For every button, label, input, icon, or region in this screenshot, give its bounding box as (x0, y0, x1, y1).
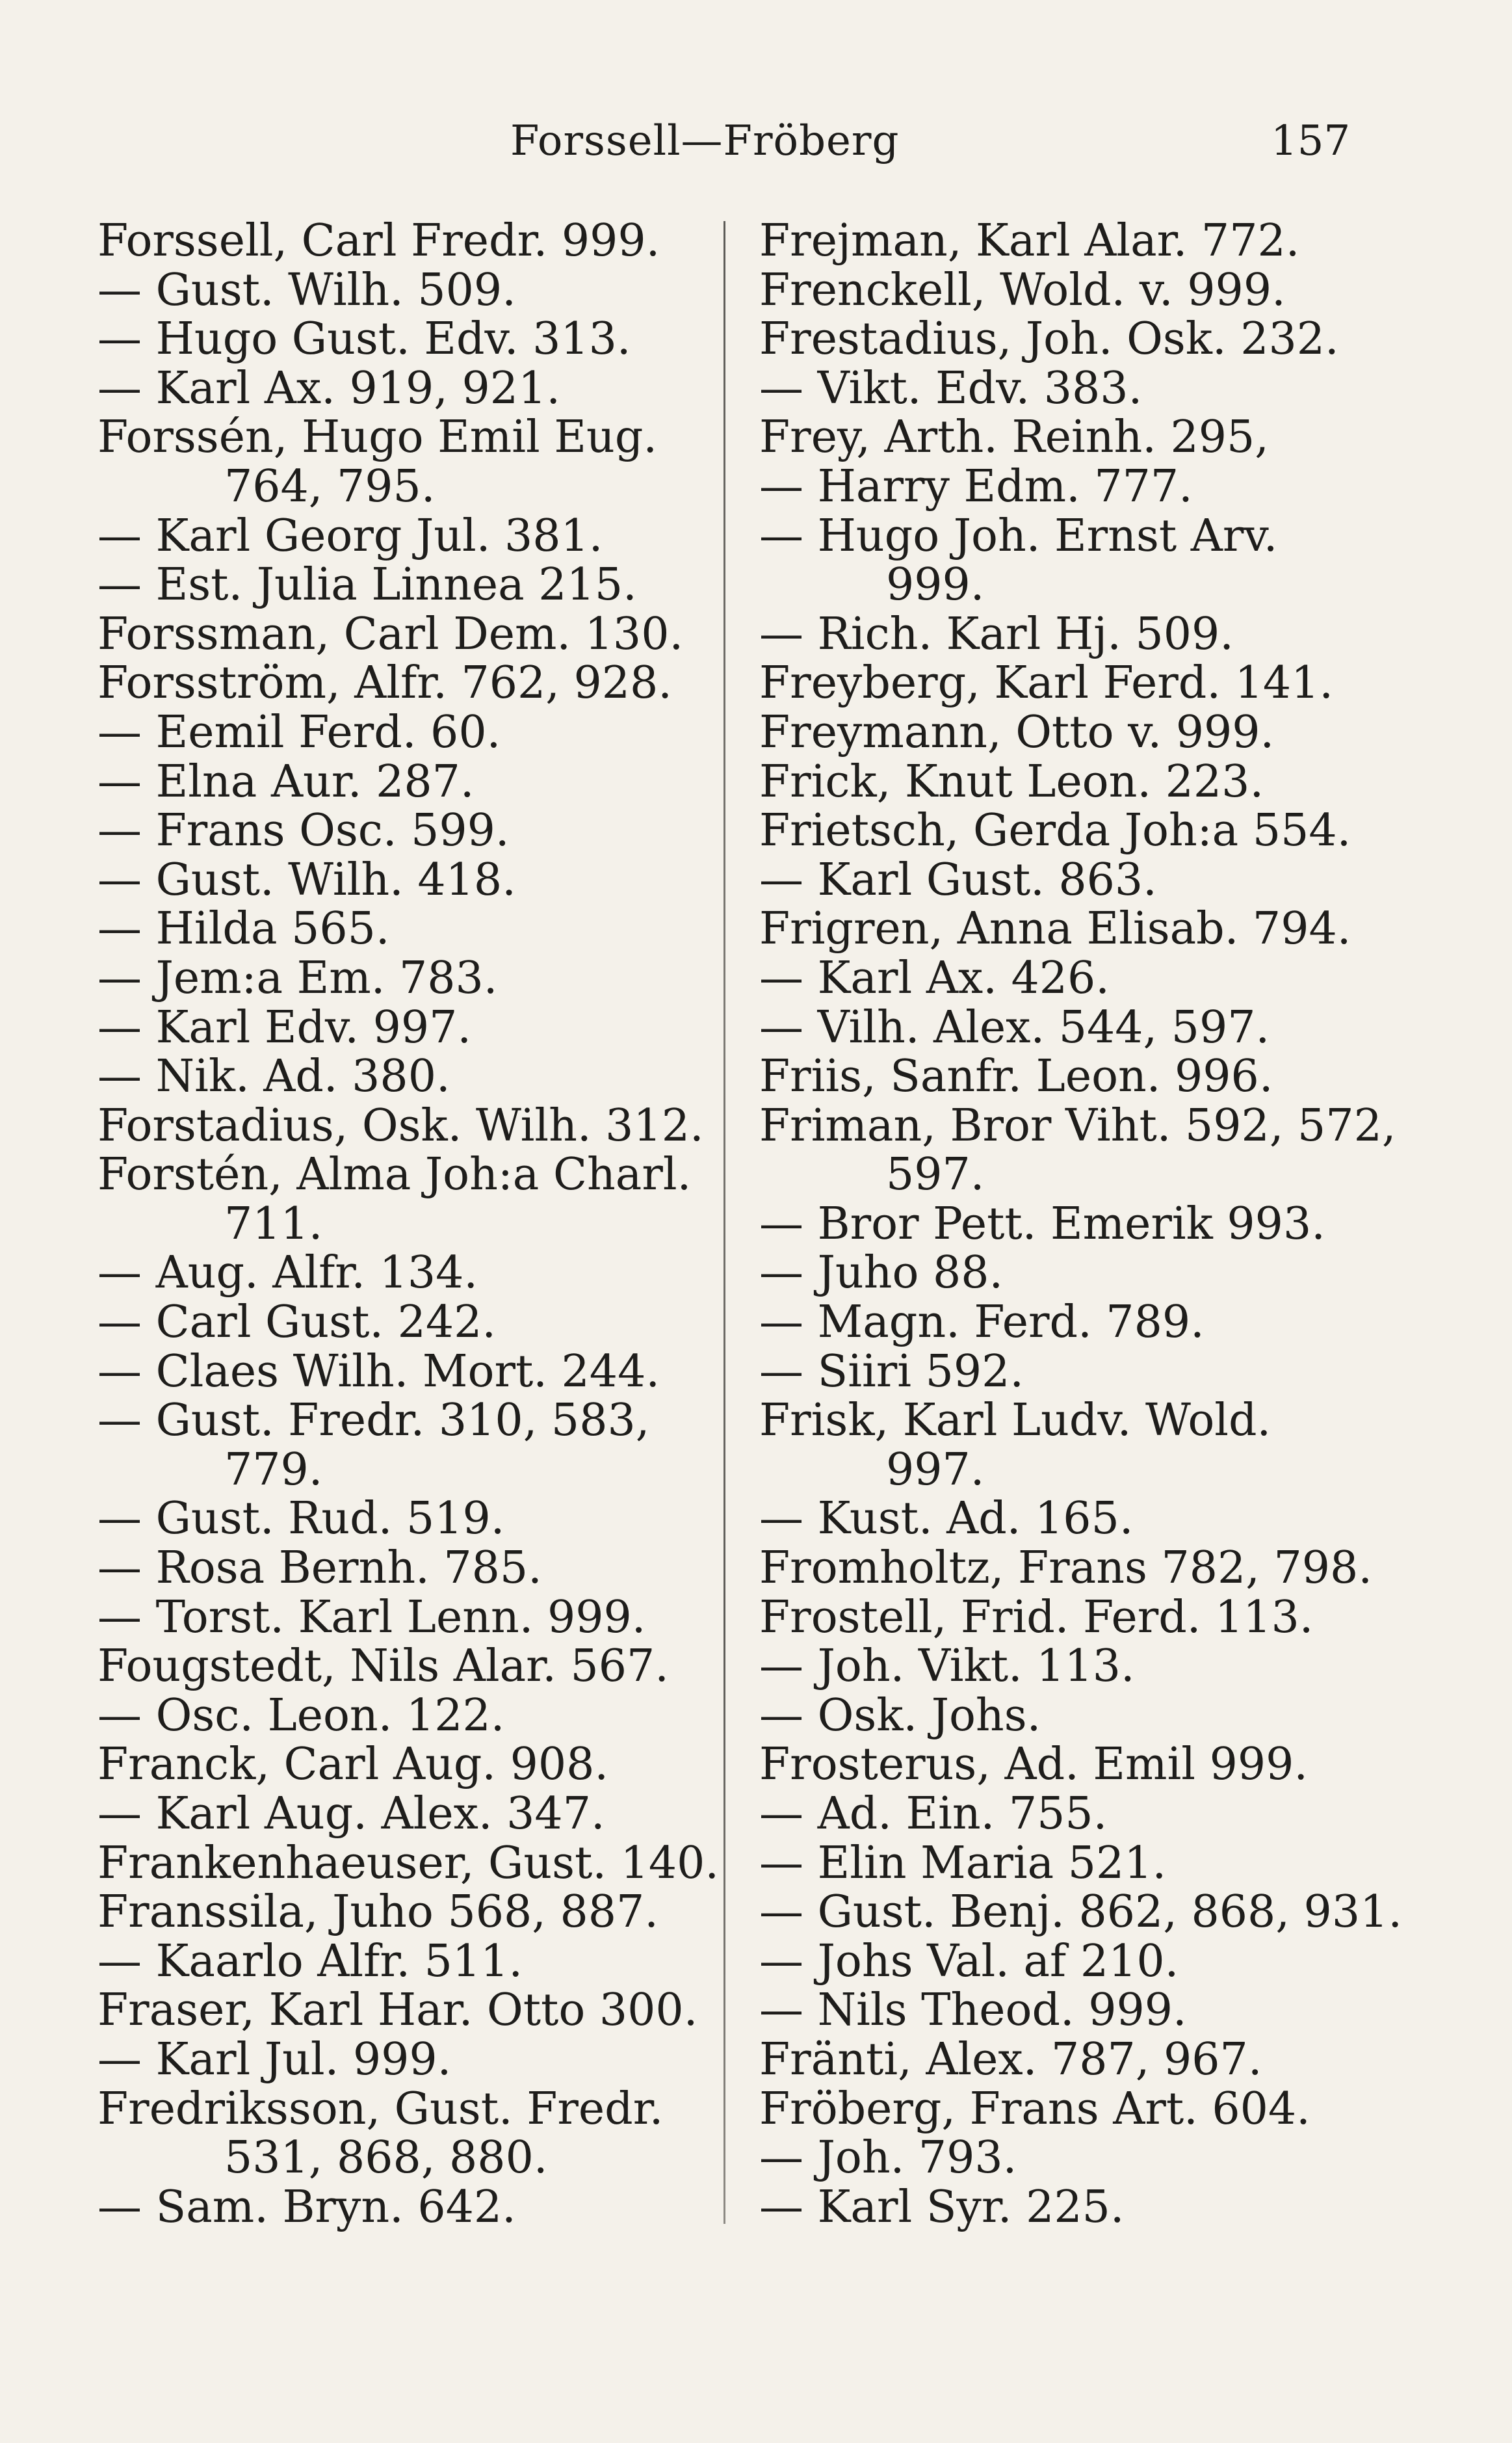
index-entry: — Nik. Ad. 380. (98, 1051, 450, 1103)
running-header: Forssell—Fröberg (510, 117, 900, 165)
index-entry: — Vilh. Alex. 544, 597. (759, 1001, 1270, 1053)
index-entry: Frankenhaeuser, Gust. 140. (98, 1837, 720, 1889)
index-entry: — Gust. Wilh. 509. (98, 264, 516, 316)
index-entry: Forstadius, Osk. Wilh. 312. (98, 1100, 704, 1152)
index-entry: — Jem:a Em. 783. (98, 952, 498, 1004)
index-entry: — Gust. Fredr. 310, 583, (98, 1395, 650, 1447)
index-entry: — Hilda 565. (98, 903, 390, 955)
index-entry: Frestadius, Joh. Osk. 232. (759, 313, 1339, 365)
index-entry: — Sam. Bryn. 642. (98, 2181, 516, 2233)
page-number: 157 (1271, 117, 1351, 165)
index-entry: — Bror Pett. Emerik 993. (759, 1198, 1325, 1250)
index-entry: — Hugo Joh. Ernst Arv. (759, 510, 1278, 562)
index-entry-continuation: 711. (224, 1198, 323, 1250)
index-entry: — Joh. Vikt. 113. (759, 1641, 1135, 1693)
index-entry: — Gust. Wilh. 418. (98, 854, 516, 906)
index-entry: Friman, Bror Viht. 592, 572, (759, 1100, 1396, 1152)
index-entry: Fromholtz, Frans 782, 798. (759, 1542, 1372, 1594)
index-entry: Freyberg, Karl Ferd. 141. (759, 657, 1333, 709)
index-entry: — Hugo Gust. Edv. 313. (98, 313, 631, 365)
index-entry: — Osc. Leon. 122. (98, 1689, 505, 1741)
index-entry: — Karl Aug. Alex. 347. (98, 1788, 605, 1840)
index-entry: Frey, Arth. Reinh. 295, (759, 412, 1269, 464)
index-entry: Frostell, Frid. Ferd. 113. (759, 1591, 1314, 1643)
index-entry: — Harry Edm. 777. (759, 460, 1193, 512)
index-entry: — Ad. Ein. 755. (759, 1788, 1108, 1840)
index-entry: — Elin Maria 521. (759, 1837, 1167, 1889)
index-entry: — Gust. Rud. 519. (98, 1493, 505, 1545)
index-entry: — Rich. Karl Hj. 509. (759, 608, 1234, 660)
index-column-left (98, 215, 720, 2233)
index-entry: Frietsch, Gerda Joh:a 554. (759, 805, 1351, 857)
index-entry: — Karl Gust. 863. (759, 854, 1157, 906)
index-entry: Franssila, Juho 568, 887. (98, 1886, 658, 1938)
index-entry: — Karl Syr. 225. (759, 2181, 1125, 2233)
index-entry-continuation: 997. (886, 1444, 985, 1496)
index-entry: — Karl Georg Jul. 381. (98, 510, 603, 562)
index-entry-continuation: 764, 795. (224, 460, 436, 512)
column-divider (723, 221, 725, 2224)
index-entry: Forssman, Carl Dem. 130. (98, 608, 684, 660)
index-entry-continuation: 597. (886, 1149, 985, 1201)
index-entry: Fougstedt, Nils Alar. 567. (98, 1641, 669, 1693)
index-entry-continuation: 531, 868, 880. (224, 2132, 548, 2184)
index-entry: Fränti, Alex. 787, 967. (759, 2033, 1262, 2085)
index-entry: — Claes Wilh. Mort. 244. (98, 1345, 660, 1397)
index-entry: — Kust. Ad. 165. (759, 1493, 1134, 1545)
index-entry: — Johs Val. af 210. (759, 1935, 1179, 1987)
index-entry: Franck, Carl Aug. 908. (98, 1739, 609, 1791)
index-entry: Frosterus, Ad. Emil 999. (759, 1739, 1309, 1791)
index-entry: — Nils Theod. 999. (759, 1985, 1187, 2037)
index-entry: — Eemil Ferd. 60. (98, 706, 501, 758)
index-entry: Fraser, Karl Har. Otto 300. (98, 1985, 698, 2037)
index-entry: Fröberg, Frans Art. 604. (759, 2083, 1310, 2135)
index-entry: — Kaarlo Alfr. 511. (98, 1935, 523, 1987)
index-entry: — Carl Gust. 242. (98, 1297, 497, 1349)
index-entry: — Osk. Johs. (759, 1689, 1041, 1741)
index-entry: — Siiri 592. (759, 1345, 1024, 1397)
index-entry: — Juho 88. (759, 1247, 1004, 1299)
index-entry: — Elna Aur. 287. (98, 756, 475, 808)
index-entry: Fredriksson, Gust. Fredr. (98, 2083, 664, 2135)
index-entry: — Joh. 793. (759, 2132, 1017, 2184)
index-entry: Frenckell, Wold. v. 999. (759, 264, 1286, 316)
index-entry: — Aug. Alfr. 134. (98, 1247, 478, 1299)
index-entry: — Karl Ax. 426. (759, 952, 1110, 1004)
index-column-right (759, 215, 1402, 2233)
index-entry: — Frans Osc. 599. (98, 805, 510, 857)
index-entry: — Torst. Karl Lenn. 999. (98, 1591, 646, 1643)
index-entry-continuation: 779. (224, 1444, 323, 1496)
index-entry: — Karl Jul. 999. (98, 2033, 452, 2085)
index-entry: Forsström, Alfr. 762, 928. (98, 657, 672, 709)
index-entry: — Est. Julia Linnea 215. (98, 559, 637, 611)
index-entry: Frigren, Anna Elisab. 794. (759, 903, 1351, 955)
index-entry: Forstén, Alma Joh:a Charl. (98, 1149, 692, 1201)
index-entry: — Karl Ax. 919, 921. (98, 362, 560, 414)
index-entry: Frejman, Karl Alar. 772. (759, 215, 1300, 267)
index-entry: Forssén, Hugo Emil Eug. (98, 412, 657, 464)
index-entry: — Rosa Bernh. 785. (98, 1542, 542, 1594)
index-entry: — Gust. Benj. 862, 868, 931. (759, 1886, 1402, 1938)
index-entry: Frick, Knut Leon. 223. (759, 756, 1264, 808)
index-entry: Freymann, Otto v. 999. (759, 706, 1275, 758)
index-entry: Friis, Sanfr. Leon. 996. (759, 1051, 1273, 1103)
index-entry: — Karl Edv. 997. (98, 1001, 471, 1053)
index-entry-continuation: 999. (886, 559, 985, 611)
index-entry: Forssell, Carl Fredr. 999. (98, 215, 660, 267)
index-entry: — Magn. Ferd. 789. (759, 1297, 1205, 1349)
index-entry: Frisk, Karl Ludv. Wold. (759, 1395, 1271, 1447)
index-entry: — Vikt. Edv. 383. (759, 362, 1143, 414)
